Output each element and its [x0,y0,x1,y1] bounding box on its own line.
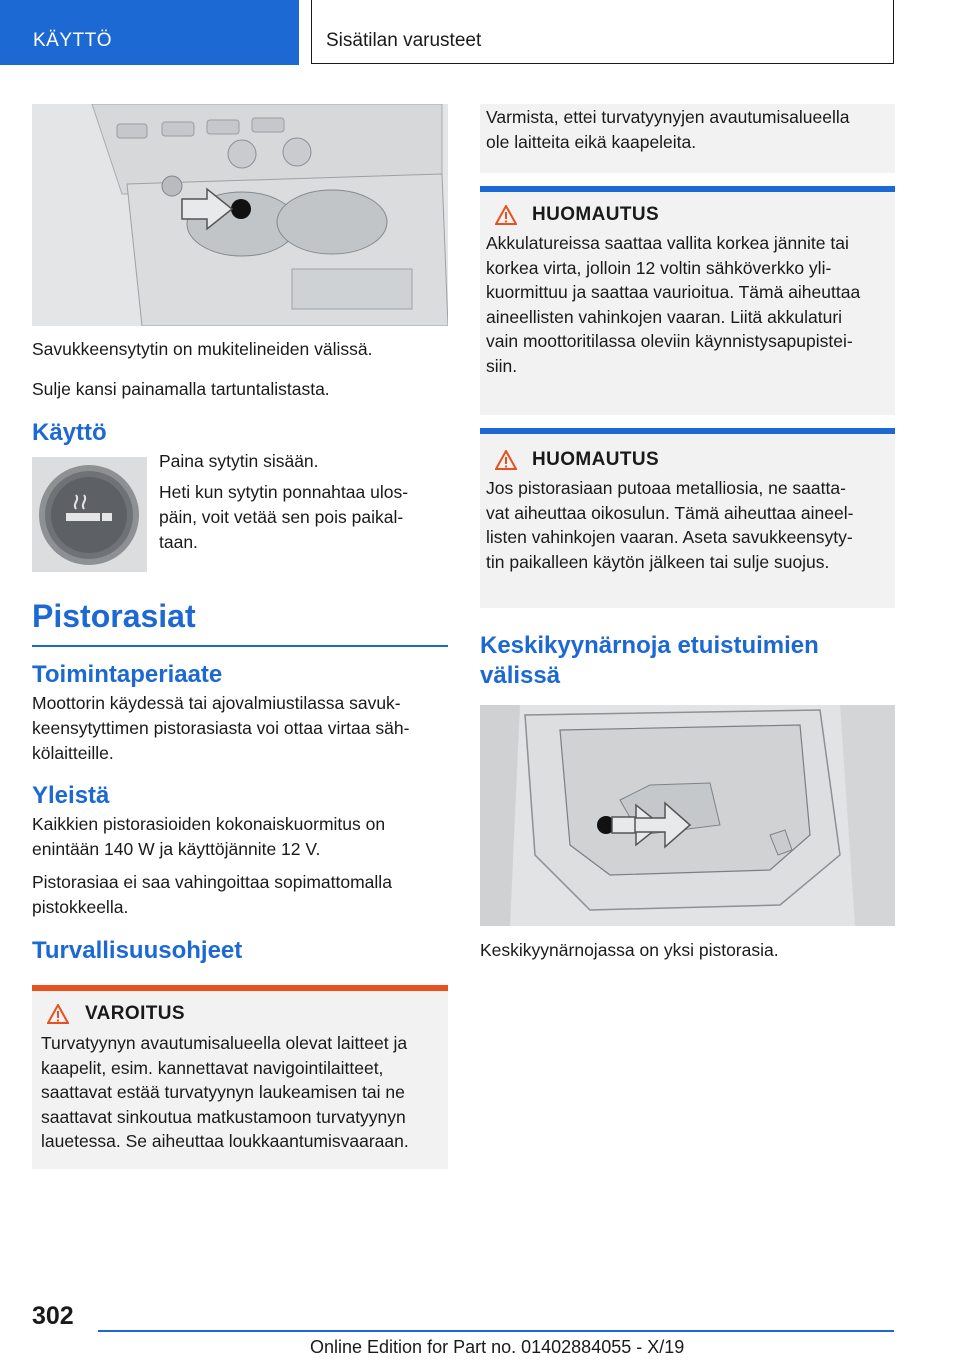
kaytto-step2: Heti kun sytytin ponnahtaa ulos- päin, voit vetää sen pois paikal- taan. [159,482,409,552]
yleista-text-2: Pistorasiaa ei saa vahingoittaa sopimattomalla pistokkeella. [32,872,392,917]
cupholder-drawing [32,104,448,326]
warning-continuation: Varmista, ettei turvatyynyjen avautumisalueella ole laitteita eikä kaapeleita. [480,104,895,173]
lighter-illustration [32,457,147,572]
chapter-box [311,0,894,64]
yleista-text-1: Kaikkien pistorasioiden kokonaiskuormitus on enintään 140 W ja käyttöjännite 12 V. [32,814,386,859]
pistorasiat-heading: Pistorasiat [32,598,196,634]
notice-box-1 [480,186,895,415]
kaytto-heading: Käyttö [32,419,107,446]
edition-text: Online Edition for Part no. 01402884055 - X/19 [310,1337,685,1357]
notice-title-1: HUOMAUTUS [532,204,660,225]
warning-triangle-icon [47,1004,69,1024]
lighter-location-text: Savukkeensytytin on mukitelineiden välissä. [32,339,373,359]
right-column [480,104,895,963]
left-column [32,104,448,1169]
warning-title: VAROITUS [85,1003,185,1024]
close-lid-text: Sulje kansi painamalla tartuntalistasta. [32,379,330,399]
section-tab [0,0,299,65]
armrest-illustration [480,705,895,926]
page-number: 302 [32,1302,74,1330]
kaytto-step1: Paina sytytin sisään. [159,451,319,471]
notice-triangle-icon [495,450,517,470]
cupholder-illustration [32,104,448,326]
notice-triangle-icon [495,205,517,225]
toimintaperiaate-heading: Toimintaperiaate [32,661,223,688]
warning-box [32,985,448,1169]
turvallisuusohjeet-heading: Turvallisuusohjeet [32,937,243,964]
kaytto-block [32,447,448,602]
notice-title-2: HUOMAUTUS [532,449,660,470]
armrest-drawing [480,705,895,926]
warning-text: Turvatyynyn avautumisalueella olevat laitteet ja kaapelit, esim. kannettavat navigointilaitteet, saattavat estää turvatyynyn laukeamisen tai ne saattavat sinkoutua matkustamoon turvatyynyn lauetessa. Se aiheuttaa loukkaantumisvaaraan. [41,1033,409,1151]
armrest-caption: Keskikyynärnojassa on yksi pistorasia. [480,940,779,960]
lighter-drawing [32,457,147,572]
heading-divider [32,645,448,647]
section-label: KÄYTTÖ [33,30,113,51]
notice-text-1: Akkulatureissa saattaa vallita korkea jännite tai korkea virta, jolloin 12 voltin sähköverkko yli- kuormittuu ja saattaa vaurioitua. Tämä aiheuttaa aineellisten vahinkojen vaaran. Liitä akkulaturi vain moottoritilassa oleviin käynnistysapupistei- siin. [486,233,861,376]
yleista-heading: Yleistä [32,782,110,809]
keskikyynarnoja-heading: Keskikyynärnoja etuistuimien välissä [480,632,819,689]
toimintaperiaate-text: Moottorin käydessä tai ajovalmiustilassa savuk- keensytyttimen pistorasiasta voi ottaa virtaa säh- kölaitteille. [32,693,410,763]
footer-divider [98,1330,894,1332]
chapter-label: Sisätilan varusteet [326,30,482,51]
notice-box-2 [480,428,895,608]
notice-text-2: Jos pistorasiaan putoaa metalliosia, ne saatta- vat aiheuttaa oikosulun. Tämä aiheuttaa aineel- listen vahinkojen vaaran. Aseta savukkeensyty- tin paikalleen käytön jälkeen tai sulje suojus. [486,478,854,572]
